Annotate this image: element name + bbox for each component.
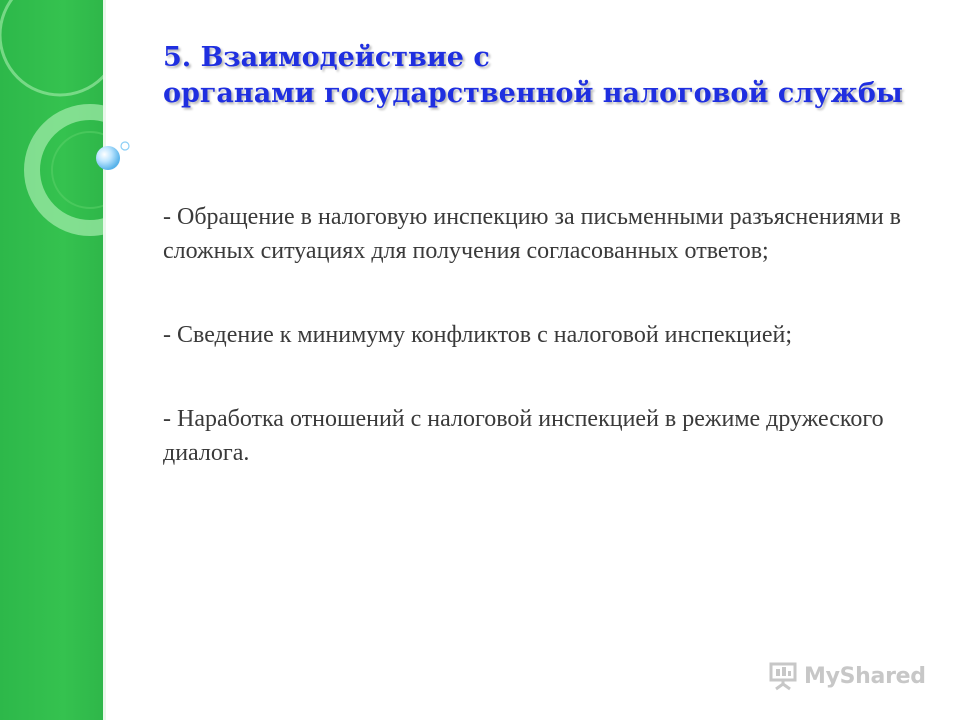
title-line-1: 5. Взаимодействие с — [163, 42, 490, 73]
bubble-icon — [94, 138, 134, 178]
bullet-list — [163, 200, 923, 520]
bullet-item: - Обращение в налоговую инспекцию за письменными разъяснениями в сложных ситуациях для получения согласованных ответов; — [163, 204, 901, 264]
decorative-circles — [0, 0, 106, 720]
title-line-2: органами государственной налоговой службы — [163, 78, 903, 109]
bullet-item: - Сведение к минимуму конфликтов с налоговой инспекцией; — [163, 322, 793, 348]
green-side-band — [0, 0, 106, 720]
slide-title — [163, 40, 943, 112]
watermark-text: MyShared — [804, 663, 926, 689]
band-edge — [103, 0, 106, 720]
presentation-board-icon — [768, 661, 798, 691]
bullet-item: - Наработка отношений с налоговой инспекцией в режиме дружеского диалога. — [163, 406, 884, 466]
watermark-logo — [768, 656, 928, 696]
